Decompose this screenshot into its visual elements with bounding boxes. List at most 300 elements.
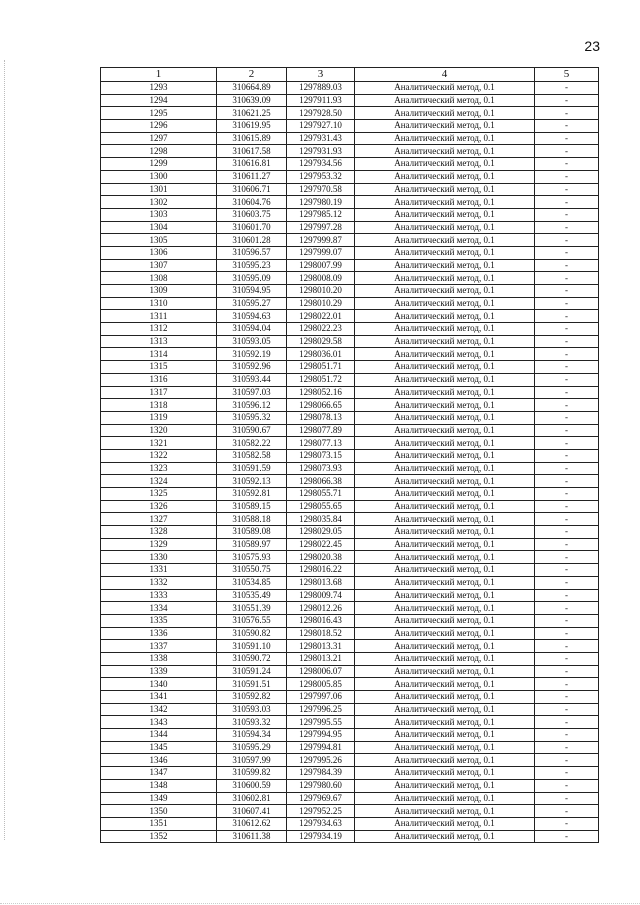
x-coordinate-cell: 310595.29 [217, 741, 287, 754]
method-cell: Аналитический метод, 0.1 [355, 767, 535, 780]
y-coordinate-cell: 1297985.12 [287, 208, 355, 221]
note-cell: - [535, 183, 599, 196]
table-row [101, 348, 599, 361]
y-coordinate-cell: 1297995.26 [287, 754, 355, 767]
point-number-cell: 1339 [101, 665, 217, 678]
table-row [101, 652, 599, 665]
y-coordinate-cell: 1298009.74 [287, 589, 355, 602]
x-coordinate-cell: 310597.99 [217, 754, 287, 767]
y-coordinate-cell: 1298073.15 [287, 449, 355, 462]
point-number-cell: 1351 [101, 817, 217, 830]
x-coordinate-cell: 310591.51 [217, 678, 287, 691]
y-coordinate-cell: 1297931.93 [287, 145, 355, 158]
x-coordinate-cell: 310592.13 [217, 475, 287, 488]
point-number-cell: 1311 [101, 310, 217, 323]
note-cell: - [535, 589, 599, 602]
note-cell: - [535, 196, 599, 209]
point-number-cell: 1333 [101, 589, 217, 602]
table-row [101, 614, 599, 627]
note-cell: - [535, 703, 599, 716]
table-row [101, 170, 599, 183]
x-coordinate-cell: 310611.27 [217, 170, 287, 183]
y-coordinate-cell: 1297934.63 [287, 817, 355, 830]
point-number-cell: 1295 [101, 107, 217, 120]
y-coordinate-cell: 1297984.39 [287, 767, 355, 780]
method-cell: Аналитический метод, 0.1 [355, 183, 535, 196]
point-number-cell: 1341 [101, 691, 217, 704]
table-row [101, 361, 599, 374]
header-col-5: 5 [535, 68, 599, 82]
table-body [101, 82, 599, 843]
y-coordinate-cell: 1298022.01 [287, 310, 355, 323]
y-coordinate-cell: 1298016.43 [287, 614, 355, 627]
header-col-4: 4 [355, 68, 535, 82]
note-cell: - [535, 310, 599, 323]
y-coordinate-cell: 1297928.50 [287, 107, 355, 120]
x-coordinate-cell: 310595.09 [217, 272, 287, 285]
x-coordinate-cell: 310534.85 [217, 576, 287, 589]
x-coordinate-cell: 310619.95 [217, 120, 287, 133]
method-cell: Аналитический метод, 0.1 [355, 208, 535, 221]
y-coordinate-cell: 1298055.65 [287, 500, 355, 513]
note-cell: - [535, 665, 599, 678]
method-cell: Аналитический метод, 0.1 [355, 361, 535, 374]
x-coordinate-cell: 310617.58 [217, 145, 287, 158]
table-row [101, 716, 599, 729]
x-coordinate-cell: 310600.59 [217, 779, 287, 792]
y-coordinate-cell: 1298013.31 [287, 640, 355, 653]
point-number-cell: 1313 [101, 335, 217, 348]
method-cell: Аналитический метод, 0.1 [355, 82, 535, 95]
method-cell: Аналитический метод, 0.1 [355, 449, 535, 462]
x-coordinate-cell: 310602.81 [217, 792, 287, 805]
point-number-cell: 1308 [101, 272, 217, 285]
point-number-cell: 1298 [101, 145, 217, 158]
point-number-cell: 1299 [101, 158, 217, 171]
point-number-cell: 1304 [101, 221, 217, 234]
y-coordinate-cell: 1297934.56 [287, 158, 355, 171]
note-cell: - [535, 323, 599, 336]
method-cell: Аналитический метод, 0.1 [355, 779, 535, 792]
point-number-cell: 1331 [101, 564, 217, 577]
point-number-cell: 1303 [101, 208, 217, 221]
table-row [101, 386, 599, 399]
method-cell: Аналитический метод, 0.1 [355, 652, 535, 665]
table-row [101, 310, 599, 323]
point-number-cell: 1328 [101, 526, 217, 539]
y-coordinate-cell: 1298029.58 [287, 335, 355, 348]
x-coordinate-cell: 310595.27 [217, 297, 287, 310]
point-number-cell: 1297 [101, 132, 217, 145]
header-col-3: 3 [287, 68, 355, 82]
x-coordinate-cell: 310603.75 [217, 208, 287, 221]
table-row [101, 589, 599, 602]
y-coordinate-cell: 1297996.25 [287, 703, 355, 716]
note-cell: - [535, 564, 599, 577]
method-cell: Аналитический метод, 0.1 [355, 500, 535, 513]
x-coordinate-cell: 310592.82 [217, 691, 287, 704]
point-number-cell: 1312 [101, 323, 217, 336]
x-coordinate-cell: 310595.32 [217, 411, 287, 424]
method-cell: Аналитический метод, 0.1 [355, 246, 535, 259]
note-cell: - [535, 475, 599, 488]
x-coordinate-cell: 310616.81 [217, 158, 287, 171]
x-coordinate-cell: 310588.18 [217, 513, 287, 526]
method-cell: Аналитический метод, 0.1 [355, 589, 535, 602]
point-number-cell: 1352 [101, 830, 217, 843]
note-cell: - [535, 513, 599, 526]
table-row [101, 285, 599, 298]
point-number-cell: 1319 [101, 411, 217, 424]
method-cell: Аналитический метод, 0.1 [355, 272, 535, 285]
method-cell: Аналитический метод, 0.1 [355, 602, 535, 615]
x-coordinate-cell: 310592.81 [217, 488, 287, 501]
note-cell: - [535, 830, 599, 843]
y-coordinate-cell: 1297994.95 [287, 729, 355, 742]
point-number-cell: 1320 [101, 424, 217, 437]
method-cell: Аналитический метод, 0.1 [355, 411, 535, 424]
note-cell: - [535, 424, 599, 437]
x-coordinate-cell: 310639.09 [217, 94, 287, 107]
note-cell: - [535, 449, 599, 462]
x-coordinate-cell: 310594.95 [217, 285, 287, 298]
table-row [101, 754, 599, 767]
x-coordinate-cell: 310582.22 [217, 437, 287, 450]
y-coordinate-cell: 1297952.25 [287, 805, 355, 818]
y-coordinate-cell: 1298013.68 [287, 576, 355, 589]
method-cell: Аналитический метод, 0.1 [355, 335, 535, 348]
y-coordinate-cell: 1298005.85 [287, 678, 355, 691]
y-coordinate-cell: 1298018.52 [287, 627, 355, 640]
method-cell: Аналитический метод, 0.1 [355, 678, 535, 691]
note-cell: - [535, 614, 599, 627]
table-row [101, 488, 599, 501]
point-number-cell: 1317 [101, 386, 217, 399]
x-coordinate-cell: 310594.34 [217, 729, 287, 742]
note-cell: - [535, 145, 599, 158]
note-cell: - [535, 107, 599, 120]
x-coordinate-cell: 310589.08 [217, 526, 287, 539]
table-row [101, 82, 599, 95]
method-cell: Аналитический метод, 0.1 [355, 462, 535, 475]
note-cell: - [535, 716, 599, 729]
table-row [101, 805, 599, 818]
method-cell: Аналитический метод, 0.1 [355, 259, 535, 272]
point-number-cell: 1329 [101, 538, 217, 551]
table-row [101, 475, 599, 488]
table-row [101, 678, 599, 691]
method-cell: Аналитический метод, 0.1 [355, 576, 535, 589]
table-row [101, 411, 599, 424]
x-coordinate-cell: 310576.55 [217, 614, 287, 627]
point-number-cell: 1324 [101, 475, 217, 488]
x-coordinate-cell: 310575.93 [217, 551, 287, 564]
x-coordinate-cell: 310601.70 [217, 221, 287, 234]
method-cell: Аналитический метод, 0.1 [355, 373, 535, 386]
method-cell: Аналитический метод, 0.1 [355, 158, 535, 171]
y-coordinate-cell: 1297999.87 [287, 234, 355, 247]
point-number-cell: 1344 [101, 729, 217, 742]
note-cell: - [535, 792, 599, 805]
method-cell: Аналитический метод, 0.1 [355, 437, 535, 450]
y-coordinate-cell: 1297969.67 [287, 792, 355, 805]
y-coordinate-cell: 1298012.26 [287, 602, 355, 615]
point-number-cell: 1343 [101, 716, 217, 729]
note-cell: - [535, 373, 599, 386]
note-cell: - [535, 158, 599, 171]
method-cell: Аналитический метод, 0.1 [355, 145, 535, 158]
method-cell: Аналитический метод, 0.1 [355, 323, 535, 336]
x-coordinate-cell: 310590.72 [217, 652, 287, 665]
method-cell: Аналитический метод, 0.1 [355, 94, 535, 107]
table-row [101, 741, 599, 754]
note-cell: - [535, 285, 599, 298]
x-coordinate-cell: 310621.25 [217, 107, 287, 120]
y-coordinate-cell: 1298066.65 [287, 399, 355, 412]
note-cell: - [535, 500, 599, 513]
point-number-cell: 1306 [101, 246, 217, 259]
table-row [101, 158, 599, 171]
x-coordinate-cell: 310599.82 [217, 767, 287, 780]
note-cell: - [535, 386, 599, 399]
method-cell: Аналитический метод, 0.1 [355, 551, 535, 564]
y-coordinate-cell: 1298077.13 [287, 437, 355, 450]
y-coordinate-cell: 1298029.05 [287, 526, 355, 539]
method-cell: Аналитический метод, 0.1 [355, 729, 535, 742]
table-row [101, 703, 599, 716]
point-number-cell: 1336 [101, 627, 217, 640]
point-number-cell: 1301 [101, 183, 217, 196]
y-coordinate-cell: 1297927.10 [287, 120, 355, 133]
header-col-1: 1 [101, 68, 217, 82]
x-coordinate-cell: 310596.57 [217, 246, 287, 259]
point-number-cell: 1332 [101, 576, 217, 589]
y-coordinate-cell: 1297994.81 [287, 741, 355, 754]
note-cell: - [535, 411, 599, 424]
table-row [101, 208, 599, 221]
method-cell: Аналитический метод, 0.1 [355, 386, 535, 399]
note-cell: - [535, 741, 599, 754]
table-row [101, 640, 599, 653]
note-cell: - [535, 538, 599, 551]
table-row [101, 335, 599, 348]
method-cell: Аналитический метод, 0.1 [355, 703, 535, 716]
table-row [101, 792, 599, 805]
x-coordinate-cell: 310582.58 [217, 449, 287, 462]
method-cell: Аналитический метод, 0.1 [355, 399, 535, 412]
y-coordinate-cell: 1297997.28 [287, 221, 355, 234]
method-cell: Аналитический метод, 0.1 [355, 817, 535, 830]
table-row [101, 729, 599, 742]
table-row [101, 132, 599, 145]
method-cell: Аналитический метод, 0.1 [355, 310, 535, 323]
table-row [101, 183, 599, 196]
method-cell: Аналитический метод, 0.1 [355, 221, 535, 234]
table-row [101, 120, 599, 133]
point-number-cell: 1347 [101, 767, 217, 780]
point-number-cell: 1310 [101, 297, 217, 310]
y-coordinate-cell: 1298016.22 [287, 564, 355, 577]
method-cell: Аналитический метод, 0.1 [355, 665, 535, 678]
method-cell: Аналитический метод, 0.1 [355, 297, 535, 310]
y-coordinate-cell: 1297889.03 [287, 82, 355, 95]
point-number-cell: 1322 [101, 449, 217, 462]
table-row [101, 399, 599, 412]
note-cell: - [535, 82, 599, 95]
x-coordinate-cell: 310551.39 [217, 602, 287, 615]
point-number-cell: 1337 [101, 640, 217, 653]
table-row [101, 526, 599, 539]
x-coordinate-cell: 310607.41 [217, 805, 287, 818]
note-cell: - [535, 779, 599, 792]
y-coordinate-cell: 1297953.32 [287, 170, 355, 183]
note-cell: - [535, 348, 599, 361]
scan-margin-line [4, 60, 6, 840]
table-row [101, 538, 599, 551]
y-coordinate-cell: 1297997.06 [287, 691, 355, 704]
note-cell: - [535, 817, 599, 830]
y-coordinate-cell: 1297970.58 [287, 183, 355, 196]
x-coordinate-cell: 310550.75 [217, 564, 287, 577]
point-number-cell: 1316 [101, 373, 217, 386]
point-number-cell: 1327 [101, 513, 217, 526]
note-cell: - [535, 335, 599, 348]
x-coordinate-cell: 310612.62 [217, 817, 287, 830]
table-row [101, 234, 599, 247]
y-coordinate-cell: 1298006.07 [287, 665, 355, 678]
table-row [101, 272, 599, 285]
y-coordinate-cell: 1297911.93 [287, 94, 355, 107]
method-cell: Аналитический метод, 0.1 [355, 614, 535, 627]
table-row [101, 513, 599, 526]
x-coordinate-cell: 310595.23 [217, 259, 287, 272]
y-coordinate-cell: 1298055.71 [287, 488, 355, 501]
point-number-cell: 1315 [101, 361, 217, 374]
x-coordinate-cell: 310591.10 [217, 640, 287, 653]
y-coordinate-cell: 1298007.99 [287, 259, 355, 272]
note-cell: - [535, 120, 599, 133]
table-row [101, 373, 599, 386]
y-coordinate-cell: 1298051.71 [287, 361, 355, 374]
point-number-cell: 1345 [101, 741, 217, 754]
note-cell: - [535, 132, 599, 145]
y-coordinate-cell: 1297934.19 [287, 830, 355, 843]
y-coordinate-cell: 1298036.01 [287, 348, 355, 361]
x-coordinate-cell: 310664.89 [217, 82, 287, 95]
table-row [101, 196, 599, 209]
point-number-cell: 1326 [101, 500, 217, 513]
x-coordinate-cell: 310589.97 [217, 538, 287, 551]
table-row [101, 297, 599, 310]
table-row [101, 564, 599, 577]
table-row [101, 627, 599, 640]
point-number-cell: 1300 [101, 170, 217, 183]
x-coordinate-cell: 310604.76 [217, 196, 287, 209]
method-cell: Аналитический метод, 0.1 [355, 564, 535, 577]
point-number-cell: 1318 [101, 399, 217, 412]
table-row [101, 449, 599, 462]
table-row [101, 221, 599, 234]
note-cell: - [535, 208, 599, 221]
x-coordinate-cell: 310594.04 [217, 323, 287, 336]
x-coordinate-cell: 310611.38 [217, 830, 287, 843]
method-cell: Аналитический метод, 0.1 [355, 475, 535, 488]
table-row [101, 551, 599, 564]
y-coordinate-cell: 1298052.16 [287, 386, 355, 399]
note-cell: - [535, 627, 599, 640]
x-coordinate-cell: 310606.71 [217, 183, 287, 196]
table-row [101, 602, 599, 615]
x-coordinate-cell: 310597.03 [217, 386, 287, 399]
point-number-cell: 1293 [101, 82, 217, 95]
note-cell: - [535, 640, 599, 653]
y-coordinate-cell: 1298051.72 [287, 373, 355, 386]
note-cell: - [535, 437, 599, 450]
method-cell: Аналитический метод, 0.1 [355, 627, 535, 640]
x-coordinate-cell: 310593.32 [217, 716, 287, 729]
point-number-cell: 1321 [101, 437, 217, 450]
y-coordinate-cell: 1298066.38 [287, 475, 355, 488]
note-cell: - [535, 259, 599, 272]
point-number-cell: 1349 [101, 792, 217, 805]
x-coordinate-cell: 310593.44 [217, 373, 287, 386]
note-cell: - [535, 272, 599, 285]
point-number-cell: 1305 [101, 234, 217, 247]
method-cell: Аналитический метод, 0.1 [355, 107, 535, 120]
point-number-cell: 1294 [101, 94, 217, 107]
point-number-cell: 1323 [101, 462, 217, 475]
y-coordinate-cell: 1298022.45 [287, 538, 355, 551]
x-coordinate-cell: 310594.63 [217, 310, 287, 323]
point-number-cell: 1325 [101, 488, 217, 501]
x-coordinate-cell: 310593.05 [217, 335, 287, 348]
y-coordinate-cell: 1298022.23 [287, 323, 355, 336]
table-row [101, 323, 599, 336]
note-cell: - [535, 399, 599, 412]
note-cell: - [535, 691, 599, 704]
header-row [101, 68, 599, 82]
page-number: 23 [584, 38, 600, 54]
x-coordinate-cell: 310535.49 [217, 589, 287, 602]
table-header [101, 68, 599, 82]
table-row [101, 462, 599, 475]
note-cell: - [535, 652, 599, 665]
table-row [101, 437, 599, 450]
y-coordinate-cell: 1297931.43 [287, 132, 355, 145]
y-coordinate-cell: 1298073.93 [287, 462, 355, 475]
method-cell: Аналитический метод, 0.1 [355, 196, 535, 209]
y-coordinate-cell: 1298020.38 [287, 551, 355, 564]
y-coordinate-cell: 1297995.55 [287, 716, 355, 729]
y-coordinate-cell: 1297980.19 [287, 196, 355, 209]
method-cell: Аналитический метод, 0.1 [355, 741, 535, 754]
table-row [101, 246, 599, 259]
note-cell: - [535, 602, 599, 615]
note-cell: - [535, 221, 599, 234]
x-coordinate-cell: 310591.59 [217, 462, 287, 475]
point-number-cell: 1346 [101, 754, 217, 767]
note-cell: - [535, 805, 599, 818]
y-coordinate-cell: 1297999.07 [287, 246, 355, 259]
point-number-cell: 1340 [101, 678, 217, 691]
x-coordinate-cell: 310601.28 [217, 234, 287, 247]
note-cell: - [535, 526, 599, 539]
method-cell: Аналитический метод, 0.1 [355, 424, 535, 437]
x-coordinate-cell: 310596.12 [217, 399, 287, 412]
table-row [101, 817, 599, 830]
y-coordinate-cell: 1298077.89 [287, 424, 355, 437]
y-coordinate-cell: 1298008.09 [287, 272, 355, 285]
